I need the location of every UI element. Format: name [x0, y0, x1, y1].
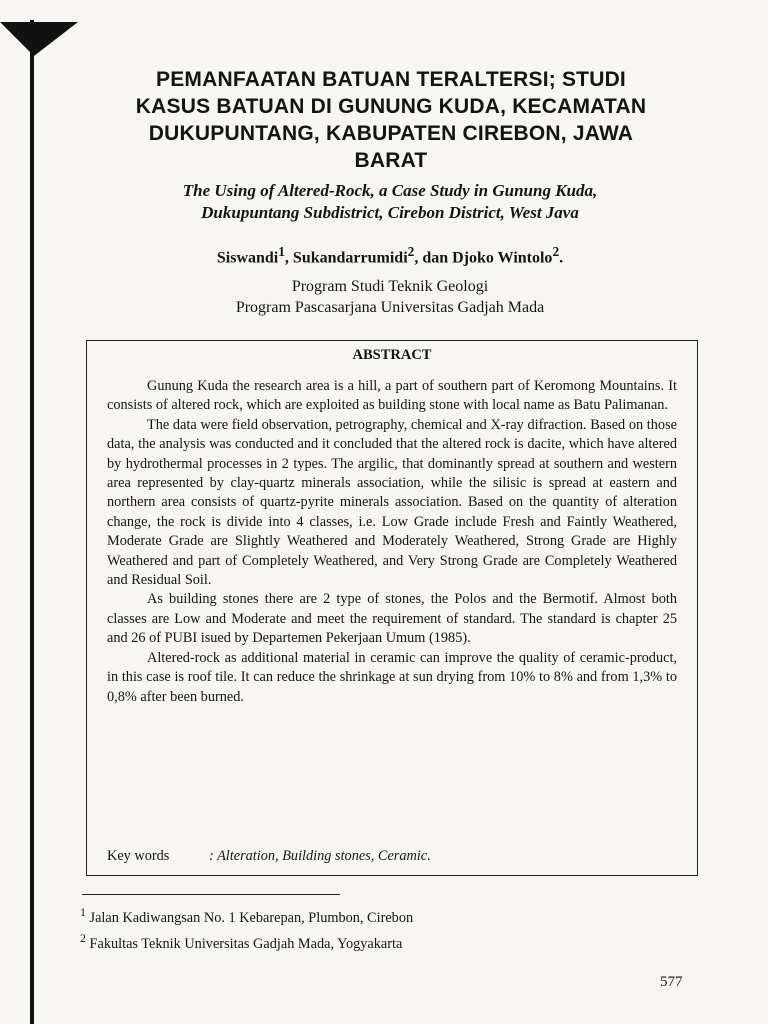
author-name: Siswandi [216, 249, 279, 267]
keywords-value: : Alteration, Building stones, Ceramic. [209, 848, 431, 864]
abstract-box [86, 340, 698, 876]
footnote-mark: 1 [80, 905, 86, 919]
abstract-heading: ABSTRACT [352, 347, 432, 363]
footnote [80, 902, 413, 928]
author-name: , dan Djoko Wintolo [414, 249, 553, 267]
affiliation-line: Program Studi Teknik Geologi [291, 278, 489, 295]
english-title [80, 180, 700, 224]
footnote-divider [82, 894, 340, 895]
author-list [80, 242, 700, 268]
abstract-paragraph: The data were field observation, petrography, chemical and X-ray difraction. Based on those data, the analysis was conducted and it concluded that the altered rock is dacite, which have altered by hydrothermal processes in 2 types. The argilic, that dominantly spread at southern and western area represented by clay-quartz minerals association, while the silisic is spread at eastern and northern area consists of quartz-pyrite minerals association. Based on the quantity of alteration change, the rock is divide into 4 classes, i.e. Low Grade include Fresh and Faintly Weathered, Moderate Grade are Slightly Weathered and Moderately Weathered, Strong Grade are Highly Weathered and part of Completely Weathered, and Very Strong Grade are Completely Weathered and Residual Soil. [107, 416, 677, 589]
footnote-text: Jalan Kadiwangsan No. 1 Kebarepan, Plumbon, Cirebon [85, 909, 414, 926]
abstract-paragraph: Gunung Kuda the research area is a hill, a part of southern part of Keromong Mountains. It consists of altered rock, which are exploited as building stone with local name as Batu Palimanan. [107, 378, 677, 414]
author-affiliation-mark: 2 [407, 244, 415, 259]
footnote-mark: 2 [80, 930, 86, 945]
author-affiliation-mark: 1 [278, 244, 285, 259]
footnotes [80, 902, 413, 954]
author-list-end: . [559, 249, 564, 267]
affiliation [80, 276, 700, 318]
footnote [80, 928, 413, 954]
author-name: , Sukandarrumidi [284, 249, 408, 267]
title-line: PEMANFAATAN BATUAN TERALTERSI; STUDI [156, 68, 626, 91]
keywords-label: Key words [107, 848, 170, 864]
page-number: 577 [660, 974, 683, 990]
subtitle-line: The Using of Altered-Rock, a Case Study in Gunung Kuda, [182, 181, 598, 200]
title-line: BARAT [354, 149, 428, 172]
footnote-text: Fakultas Teknik Universitas Gadjah Mada, Yogyakarta [85, 935, 403, 952]
title-line: DUKUPUNTANG, KABUPATEN CIREBON, JAWA [148, 122, 634, 145]
left-margin-rule [30, 20, 34, 1024]
keywords [107, 847, 431, 866]
abstract-paragraph: As building stones there are 2 type of stones, the Polos and the Bermotif. Almost both classes are Low and Moderate and meet the requirement of standard. The standard is chapter 25 and 26 of PUBI isued by Departemen Pekerjaan Umum (1985). [107, 591, 677, 647]
abstract-paragraph: Altered-rock as additional material in ceramic can improve the quality of ceramic-product, in this case is roof tile. It can reduce the shrinkage at sun drying from 10% to 8% and from 1,3% to 0,8% after been burned. [107, 649, 677, 705]
margin-arrow-icon [0, 22, 80, 62]
title-line: KASUS BATUAN DI GUNUNG KUDA, KECAMATAN [135, 95, 647, 118]
author-affiliation-mark: 2 [552, 244, 560, 259]
affiliation-line: Program Pascasarjana Universitas Gadjah Mada [235, 299, 545, 316]
paper-title [96, 66, 686, 174]
subtitle-line: Dukupuntang Subdistrict, Cirebon District, West Java [201, 203, 579, 222]
